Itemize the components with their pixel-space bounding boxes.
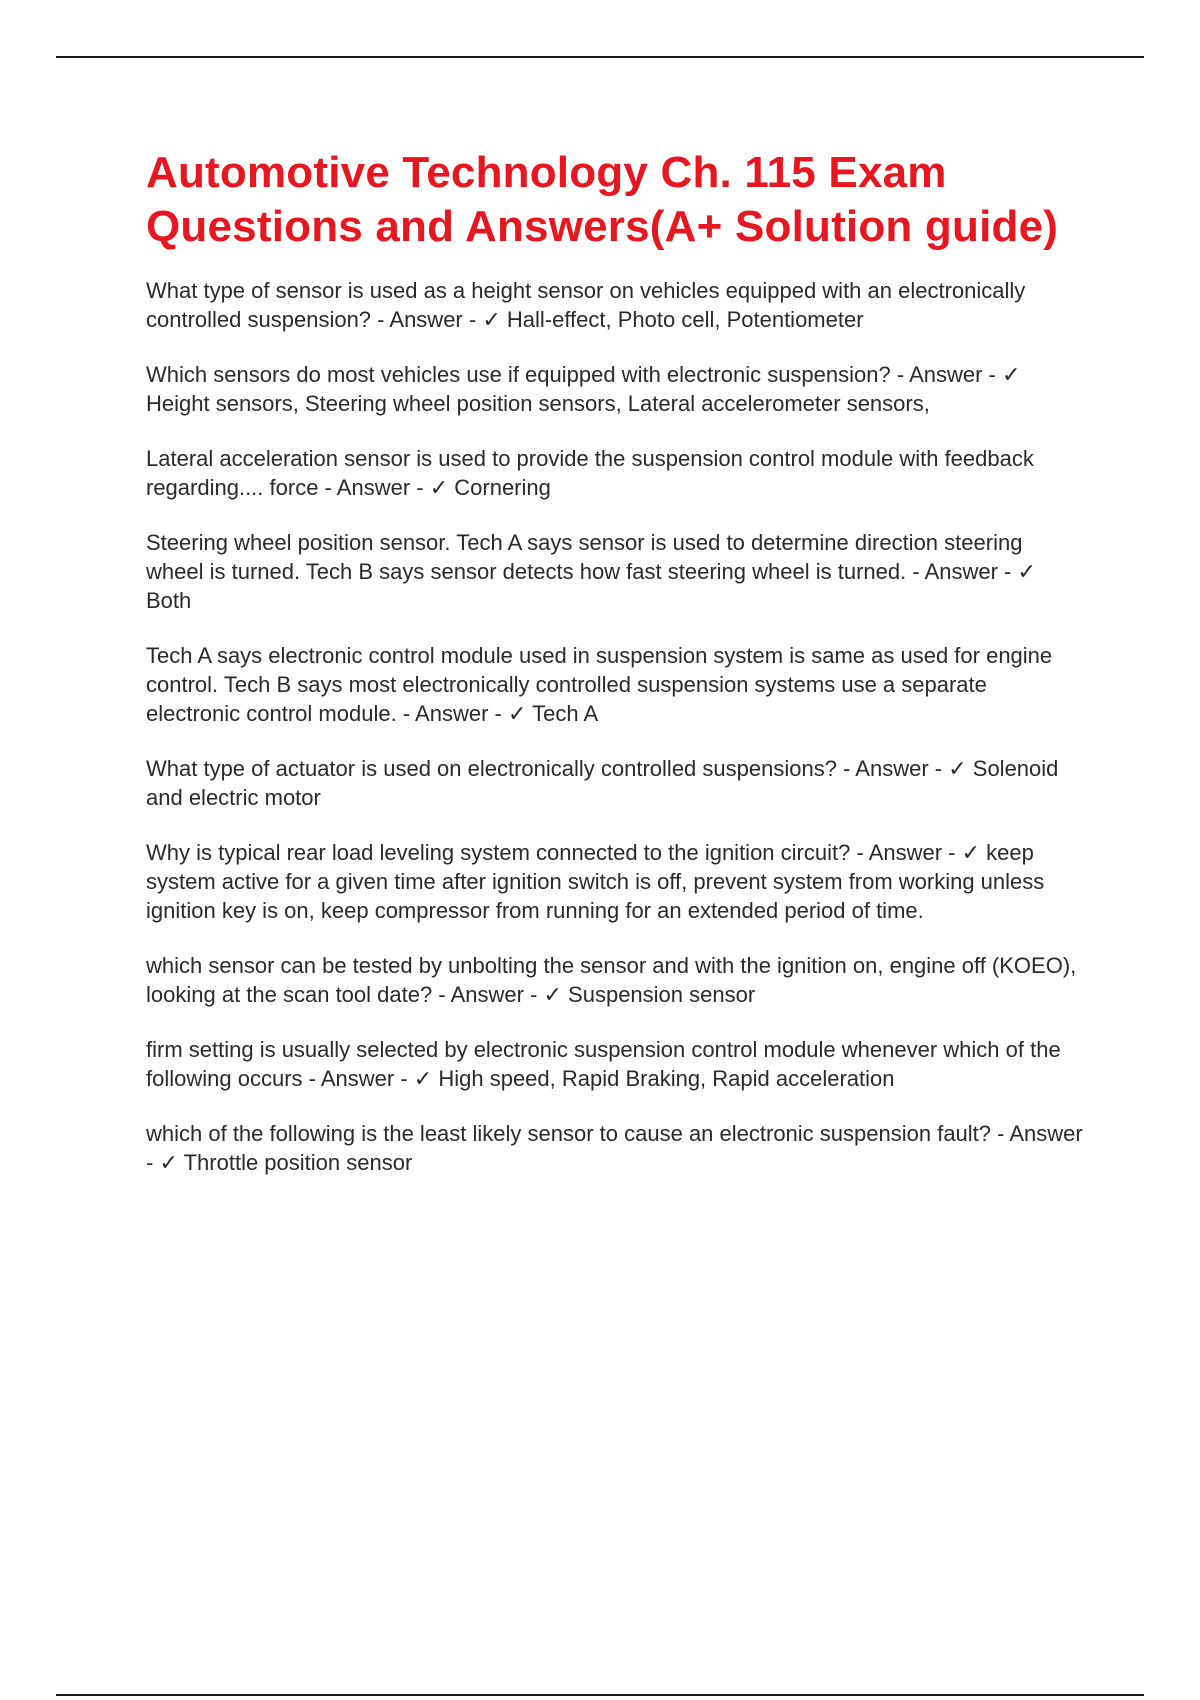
answer-label: Answer bbox=[415, 701, 489, 726]
document-title: Automotive Technology Ch. 115 Exam Questions and Answers(A+ Solution guide) bbox=[146, 148, 1059, 251]
question-text: Steering wheel position sensor. Tech A says sensor is used to determine direction steering wheel is turned. Tech B says sensor detects how fast steering wheel is turned. bbox=[146, 530, 1023, 584]
answer-label: Answer bbox=[1009, 1121, 1083, 1146]
answer-label: Answer bbox=[320, 1066, 395, 1091]
answer-label: Answer bbox=[855, 756, 929, 781]
answer-text: Tech A bbox=[532, 701, 599, 726]
answer-text: Suspension sensor bbox=[568, 982, 756, 1007]
qa-item: Why is typical rear load leveling system connected to the ignition circuit? - Answer - ✓ keep system active for a given time after ignition switch is off, prevent system from working unless ignition key is on, keep compressor from running for an extended period of time. bbox=[146, 840, 1045, 923]
qa-item: Which sensors do most vehicles use if equipped with electronic suspension? - Answer - ✓ Height sensors, Steering wheel position sensors, Lateral accelerometer sensors, bbox=[146, 362, 1021, 416]
question-text: which sensor can be tested by unbolting the sensor and with the ignition on, engine off (KOEO), looking at the scan tool date? bbox=[146, 953, 1077, 1007]
question-text: Why is typical rear load leveling system connected to the ignition circuit? bbox=[146, 840, 851, 865]
document-body bbox=[146, 146, 1086, 1203]
answer-text: Height sensors, Steering wheel position sensors, Lateral accelerometer sensors, bbox=[146, 391, 930, 416]
question-text: What type of sensor is used as a height sensor on vehicles equipped with an electronically controlled suspension? bbox=[146, 278, 1026, 332]
answer-label: Answer bbox=[924, 559, 998, 584]
question-text: which of the following is the least likely sensor to cause an electronic suspension fault? bbox=[146, 1121, 992, 1146]
check-icon: ✓ bbox=[159, 1150, 178, 1175]
check-icon: ✓ bbox=[543, 982, 562, 1007]
check-icon: ✓ bbox=[482, 307, 501, 332]
bottom-rule bbox=[56, 1694, 1144, 1696]
check-icon: ✓ bbox=[429, 475, 449, 500]
qa-item: Steering wheel position sensor. Tech A says sensor is used to determine direction steering wheel is turned. Tech B says sensor detects how fast steering wheel is turned. - Answer - ✓ Both bbox=[146, 530, 1036, 613]
qa-item: Tech A says electronic control module used in suspension system is same as used for engine control. Tech B says most electronically controlled suspension systems use a separate electronic control module. - Answer - ✓ Tech A bbox=[146, 643, 1053, 726]
answer-text: Both bbox=[146, 588, 192, 613]
qa-item: which of the following is the least likely sensor to cause an electronic suspension fault? - Answer - ✓ Throttle position sensor bbox=[146, 1121, 1083, 1175]
qa-item: firm setting is usually selected by electronic suspension control module whenever which of the following occurs - Answer - ✓ High speed, Rapid Braking, Rapid acceleration bbox=[146, 1037, 1061, 1091]
answer-text: Throttle position sensor bbox=[183, 1150, 413, 1175]
qa-item: What type of sensor is used as a height sensor on vehicles equipped with an electronically controlled suspension? - Answer - ✓ Hall-effect, Photo cell, Potentiometer bbox=[146, 278, 1026, 332]
answer-label: Answer bbox=[389, 307, 463, 332]
answer-text: Cornering bbox=[454, 475, 551, 500]
question-text: Tech A says electronic control module used in suspension system is same as used for engine control. Tech B says most electronically controlled suspension systems use a separate electronic control module. bbox=[146, 643, 1053, 726]
question-text: Which sensors do most vehicles use if equipped with electronic suspension? bbox=[146, 362, 891, 387]
answer-label: Answer bbox=[909, 362, 983, 387]
answer-label: Answer bbox=[868, 840, 943, 865]
check-icon: ✓ bbox=[413, 1066, 433, 1091]
answer-text: Solenoid and electric motor bbox=[146, 756, 1059, 810]
answer-text: Hall-effect, Photo cell, Potentiometer bbox=[506, 307, 864, 332]
question-text: firm setting is usually selected by electronic suspension control module whenever which of the following occurs bbox=[146, 1037, 1061, 1091]
top-rule bbox=[56, 56, 1144, 58]
check-icon: ✓ bbox=[948, 756, 967, 781]
answer-text: High speed, Rapid Braking, Rapid acceleration bbox=[438, 1066, 895, 1091]
answer-label: Answer bbox=[336, 475, 411, 500]
check-icon: ✓ bbox=[961, 840, 981, 865]
qa-item: Lateral acceleration sensor is used to provide the suspension control module with feedback regarding.... force - Answer - ✓ Cornering bbox=[146, 446, 1034, 500]
check-icon: ✓ bbox=[1017, 559, 1036, 584]
answer-text: keep system active for a given time after ignition switch is off, prevent system from working unless ignition key is on, keep compressor from running for an extended period of time. bbox=[146, 840, 1045, 923]
check-icon: ✓ bbox=[1002, 362, 1021, 387]
question-text: Lateral acceleration sensor is used to provide the suspension control module with feedback regarding.... force bbox=[146, 446, 1034, 500]
question-text: What type of actuator is used on electronically controlled suspensions? bbox=[146, 756, 837, 781]
qa-item: which sensor can be tested by unbolting the sensor and with the ignition on, engine off (KOEO), looking at the scan tool date? - Answer - ✓ Suspension sensor bbox=[146, 953, 1077, 1007]
answer-label: Answer bbox=[450, 982, 524, 1007]
qa-item: What type of actuator is used on electronically controlled suspensions? - Answer - ✓ Solenoid and electric motor bbox=[146, 756, 1059, 810]
check-icon: ✓ bbox=[507, 701, 527, 726]
